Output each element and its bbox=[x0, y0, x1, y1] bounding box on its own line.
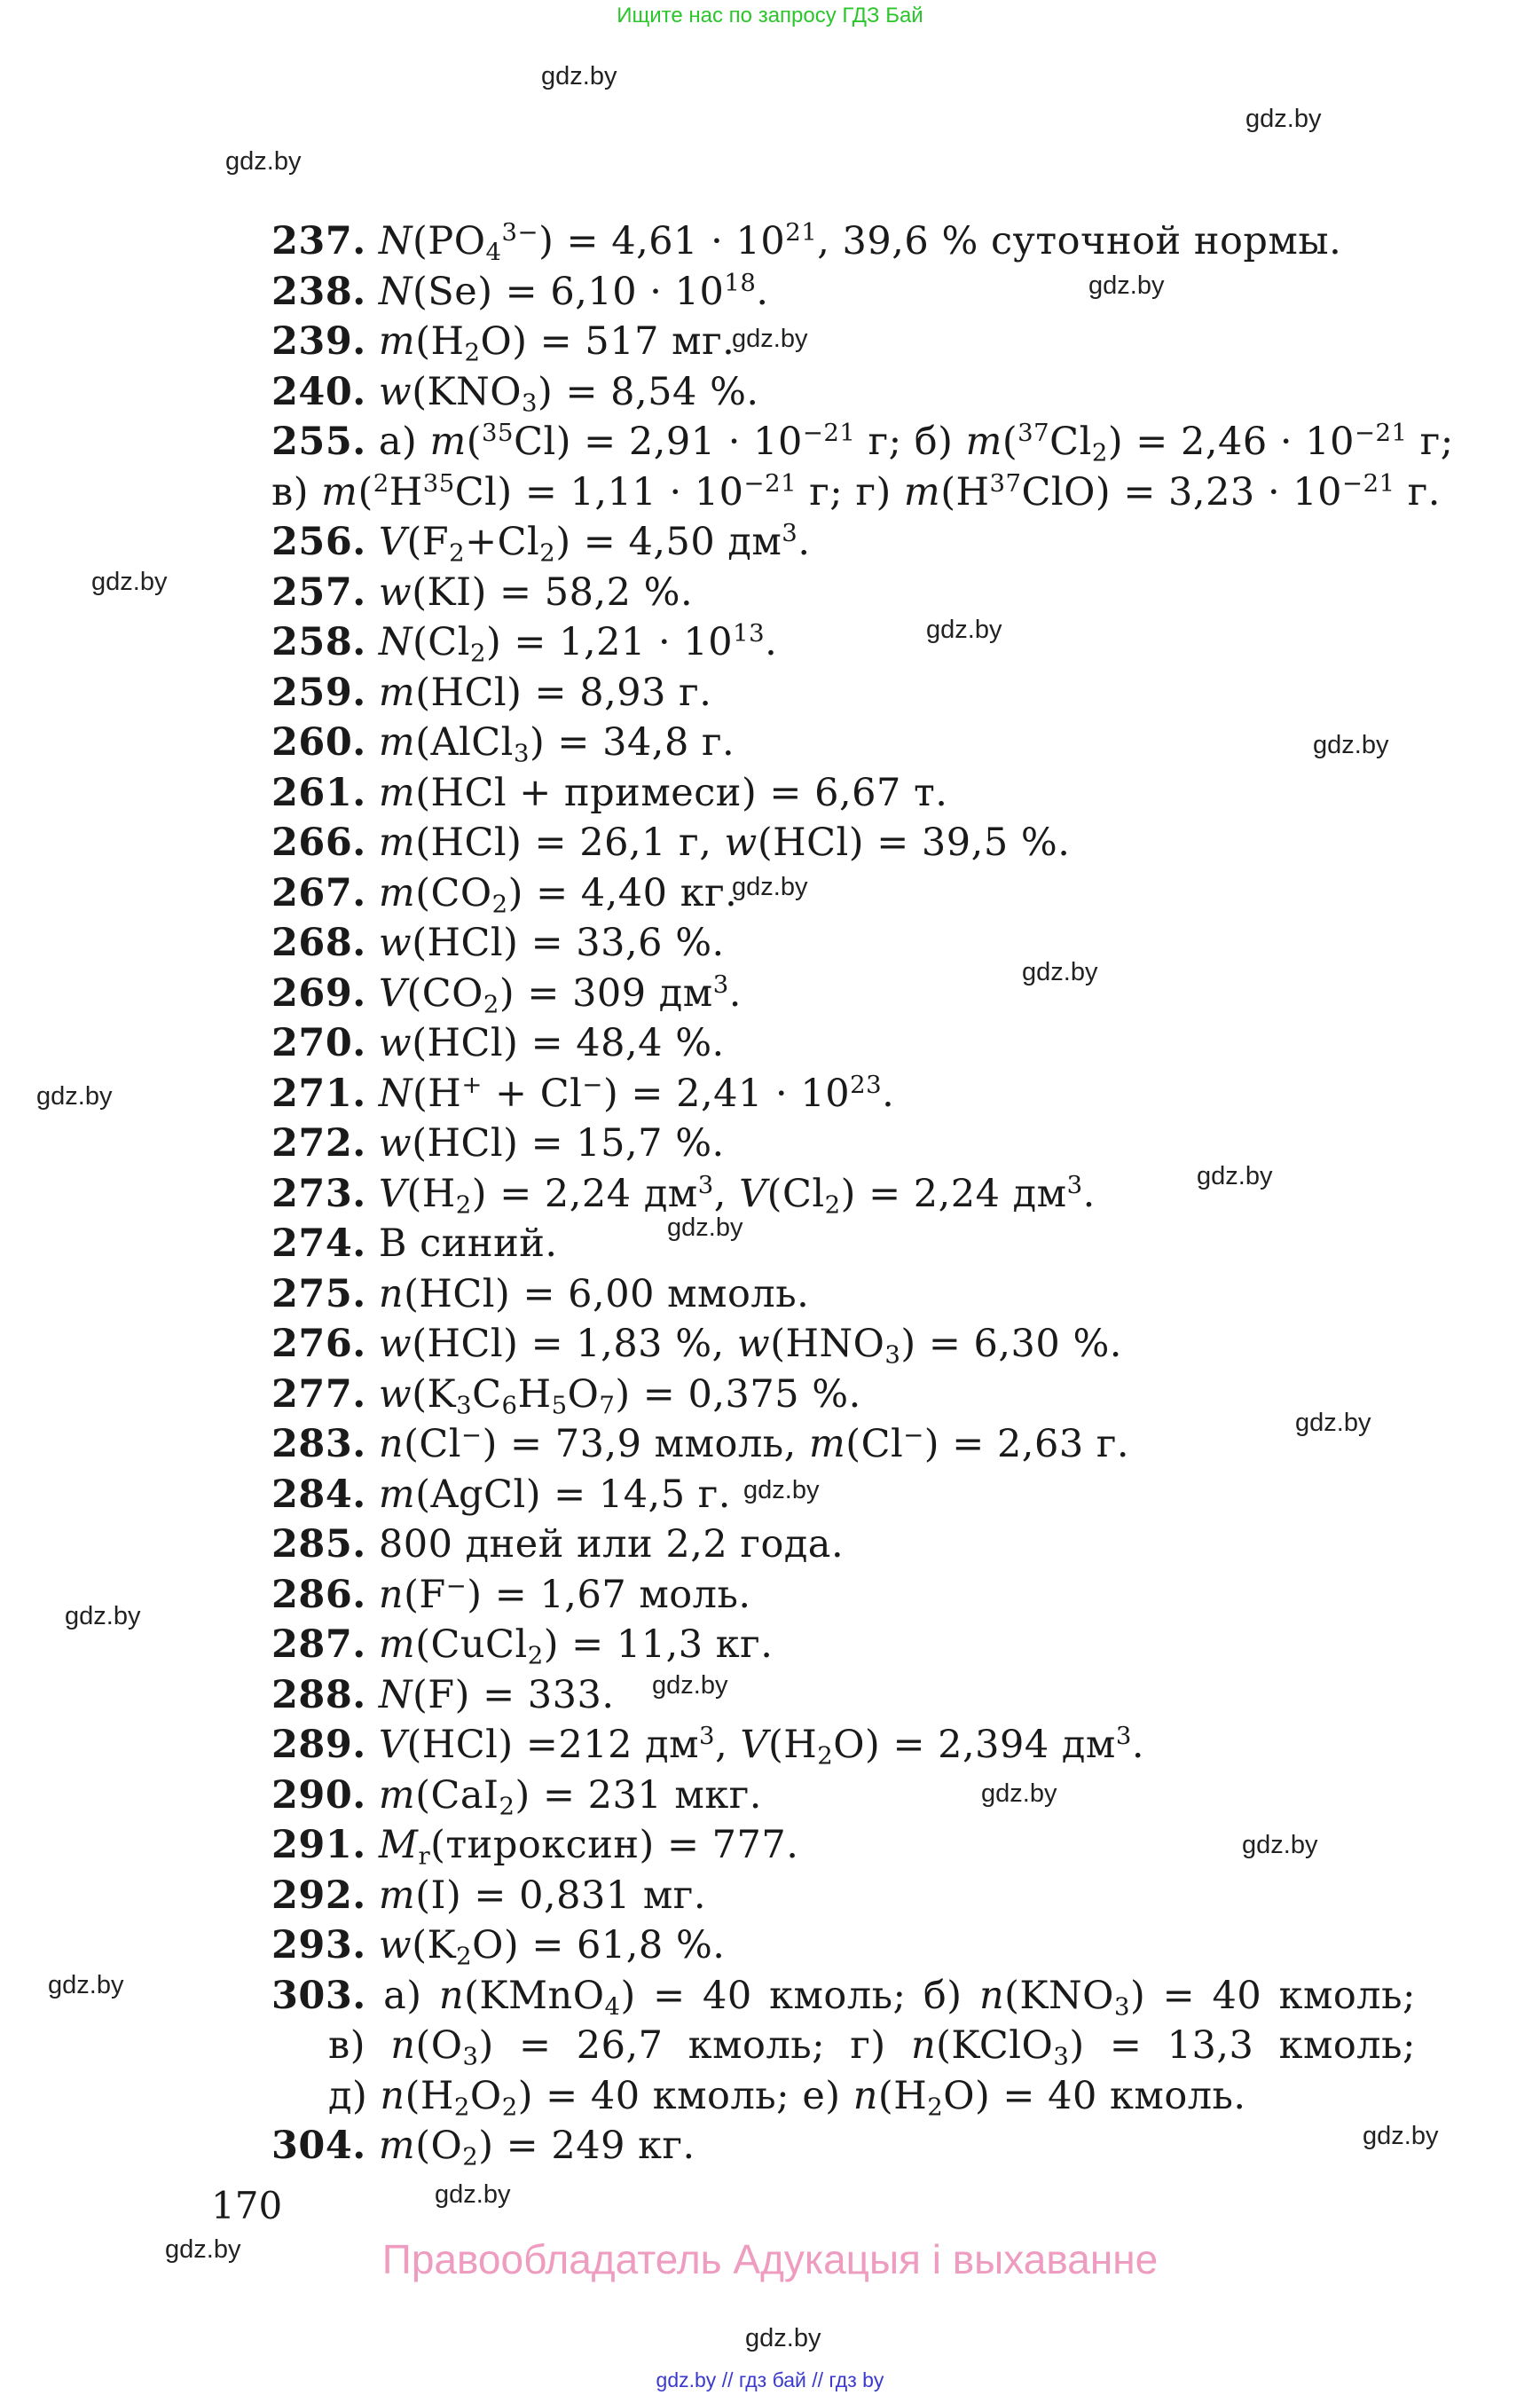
answer-number: 257. bbox=[271, 569, 366, 615]
answer-268: 268. w(HCl) = 33,6 %. bbox=[271, 921, 725, 965]
answers-list bbox=[271, 216, 1454, 2171]
answer-255: 255. а) $m(^{35}Cl) = 2,91 \cdot 10^{-21}$ г; б) $m(^{37}Cl_2) = 2,46 \cdot 10^{-21}$ г; bbox=[271, 418, 1454, 467]
answer-277: 277. $w(K_3C_6H_5O_7) = 0,375$ %. bbox=[271, 1371, 861, 1420]
answer-number: 255. bbox=[271, 420, 366, 464]
answer-number: 238. bbox=[271, 269, 366, 314]
watermark: gdz.by bbox=[732, 873, 808, 901]
watermark: gdz.by bbox=[65, 1602, 141, 1630]
answer-239: 239. $m(H_2O) = 517$ мг. bbox=[271, 319, 735, 367]
answer-255-cont: в) $m(^2H^{35}Cl) = 1,11 \cdot 10^{-21}$ г; г) $m(H^{37}ClO) = 3,23 \cdot 10^{-21}$ г. bbox=[271, 468, 1441, 514]
watermark: gdz.by bbox=[91, 568, 168, 596]
answer-number: 271. bbox=[271, 1071, 366, 1116]
answer-303-cont: в) $n(O_3) = 26,7$ кмоль; г) n(KClO$_3$) = 13,3 кмоль; bbox=[328, 2023, 1417, 2071]
watermark: gdz.by bbox=[981, 1779, 1057, 1808]
answer-number: 277. bbox=[271, 1371, 366, 1417]
answer-number: 285. bbox=[271, 1522, 366, 1567]
answer-number: 292. bbox=[271, 1873, 366, 1918]
page-number: 170 bbox=[211, 2184, 283, 2227]
answer-number: 291. bbox=[271, 1823, 366, 1867]
watermark: gdz.by bbox=[541, 62, 617, 90]
answer-290: 290. m(CaI$_2$) = 231 мкг. bbox=[271, 1772, 762, 1821]
watermark: gdz.by bbox=[732, 325, 808, 353]
answer-269: 269. $V(CO_2) = 309$ $дм^3$. bbox=[271, 970, 742, 1019]
answer-293: 293. $w(K_2O) = 61,8$ %. bbox=[271, 1923, 726, 1971]
answer-number: 290. bbox=[271, 1772, 366, 1818]
watermark: gdz.by bbox=[435, 2180, 511, 2209]
answer-number: 240. bbox=[271, 369, 366, 414]
watermark: gdz.by bbox=[1022, 958, 1098, 986]
watermark: gdz.by bbox=[667, 1213, 743, 1242]
watermark: gdz.by bbox=[926, 616, 1002, 644]
watermark: gdz.by bbox=[48, 1971, 124, 1999]
answer-number: 258. bbox=[271, 620, 366, 664]
answer-291: 291. $M_r(тироксин) = 777$. bbox=[271, 1823, 799, 1871]
answer-276: 276. w(HCl) = 1,83 %, $w(HNO_3) = 6,30$ %. bbox=[271, 1322, 1122, 1370]
answer-number: 276. bbox=[271, 1322, 366, 1366]
answer-303: 303. а) n(KMnO$_4$) = 40 кмоль; б) $n(KNO_3) = 40$ кмоль; bbox=[271, 1973, 1417, 2022]
answer-292: 292. m(I) = 0,831 мг. bbox=[271, 1873, 707, 1918]
watermark: gdz.by bbox=[1242, 1831, 1318, 1859]
top-banner[interactable]: Ищите нас по запросу ГДЗ Бай bbox=[617, 4, 923, 27]
answer-number: 304. bbox=[271, 2124, 366, 2168]
answer-273: 273. $V(H_2) = 2,24$ $дм^3$, $V(Cl_2) = 2,24$ $дм^3$. bbox=[271, 1170, 1096, 1220]
watermark: gdz.by bbox=[1295, 1409, 1371, 1437]
answer-number: 284. bbox=[271, 1472, 366, 1517]
watermark: gdz.by bbox=[1245, 105, 1322, 133]
answer-number: 288. bbox=[271, 1672, 366, 1717]
answer-285: 285. 800 дней или 2,2 года. bbox=[271, 1522, 845, 1567]
answer-274: 274. В синий. bbox=[271, 1221, 558, 1266]
answer-number: 287. bbox=[271, 1622, 366, 1667]
answer-number: 261. bbox=[271, 770, 366, 815]
footer-links[interactable]: gdz.by // гдз бай // гдз by bbox=[656, 2368, 884, 2391]
answer-272: 272. w(HCl) = 15,7 %. bbox=[271, 1121, 725, 1166]
answer-number: 293. bbox=[271, 1923, 366, 1967]
answer-258: 258. $N(Cl_2) = 1,21 \cdot 10^{13}$. bbox=[271, 618, 778, 668]
answer-275: 275. n(HCl) = 6,00 ммоль. bbox=[271, 1271, 810, 1316]
watermark: gdz.by bbox=[652, 1671, 728, 1700]
answer-number: 272. bbox=[271, 1121, 366, 1166]
answer-260: 260. m(AlCl$_3$) = 34,8 г. bbox=[271, 720, 735, 768]
answer-number: 275. bbox=[271, 1271, 366, 1316]
answer-289: 289. V(HCl) =212 $дм^3$, $V(H_2O) = 2,394$ $дм^3$. bbox=[271, 1721, 1145, 1771]
answer-286: 286. n(F−) = 1,67 моль. bbox=[271, 1571, 751, 1617]
answer-267: 267. $m(CO_2) = 4,40$ кг. bbox=[271, 870, 738, 919]
answer-number: 237. bbox=[271, 219, 366, 263]
answer-240: 240. $w(KNO_3) = 8,54$ %. bbox=[271, 369, 759, 418]
answer-number: 289. bbox=[271, 1723, 366, 1767]
answer-257: 257. w(KI) = 58,2 %. bbox=[271, 569, 694, 615]
answer-number: 266. bbox=[271, 821, 366, 865]
watermark: gdz.by bbox=[1363, 2122, 1439, 2150]
answer-283: 283. n(Cl−) = 73,9 ммоль, m(Cl−) = 2,63 г. bbox=[271, 1420, 1130, 1466]
answer-259: 259. m(HCl) = 8,93 г. bbox=[271, 670, 712, 715]
answer-266: 266. m(HCl) = 26,1 г, w(HCl) = 39,5 %. bbox=[271, 821, 1071, 865]
watermark: gdz.by bbox=[165, 2235, 241, 2264]
watermark: gdz.by bbox=[1197, 1162, 1273, 1190]
watermark: gdz.by bbox=[745, 2324, 821, 2352]
watermark: gdz.by bbox=[36, 1082, 113, 1111]
answer-304: 304. $m(O_2) = 249$ кг. bbox=[271, 2124, 695, 2171]
answer-number: 239. bbox=[271, 319, 366, 364]
answer-number: 286. bbox=[271, 1572, 366, 1617]
answer-287: 287. m(CuCl$_2$) = 11,3 кг. bbox=[271, 1622, 774, 1670]
answer-number: 259. bbox=[271, 670, 366, 715]
answer-261: 261. m(HCl + примеси) = 6,67 т. bbox=[271, 770, 948, 815]
answer-number: 303. bbox=[271, 1973, 366, 2018]
answer-number: 260. bbox=[271, 720, 366, 765]
answer-256: 256. $V(F_2+Cl_2) = 4,50$ $дм^3$. bbox=[271, 518, 811, 568]
watermark: gdz.by bbox=[225, 147, 302, 176]
answer-number: 270. bbox=[271, 1021, 366, 1065]
answer-237: 237. $N(PO_4^{3-}) = 4,61 \cdot 10^{21}$, 39,6 % суточной нормы. bbox=[271, 217, 1342, 267]
answer-number: 273. bbox=[271, 1171, 366, 1216]
answer-number: 283. bbox=[271, 1422, 366, 1466]
answer-number: 256. bbox=[271, 520, 366, 564]
watermark: gdz.by bbox=[743, 1476, 820, 1504]
watermark: gdz.by bbox=[1313, 731, 1389, 759]
answer-271: 271. $N(H^+ + Cl^-) = 2,41 \cdot 10^{23}$. bbox=[271, 1070, 895, 1116]
answer-284: 284. m(AgCl) = 14,5 г. bbox=[271, 1472, 731, 1517]
answer-288: 288. N(F) = 333. bbox=[271, 1672, 615, 1717]
answer-number: 268. bbox=[271, 921, 366, 965]
answer-270: 270. w(HCl) = 48,4 %. bbox=[271, 1021, 725, 1065]
answer-238: 238. $N(Se) = 6,10 \cdot 10^{18}$. bbox=[271, 268, 769, 314]
answer-number: 267. bbox=[271, 870, 366, 915]
answer-303-cont: д) $n(H_2O_2) = 40$ кмоль; е) $n(H_2O) = 40$ кмоль. bbox=[328, 2073, 1246, 2122]
answer-number: 274. bbox=[271, 1221, 366, 1266]
answer-number: 269. bbox=[271, 970, 366, 1016]
watermark: gdz.by bbox=[1088, 271, 1165, 300]
rights-holder: Правообладатель Адукацыя і выхаванне bbox=[381, 2236, 1159, 2282]
